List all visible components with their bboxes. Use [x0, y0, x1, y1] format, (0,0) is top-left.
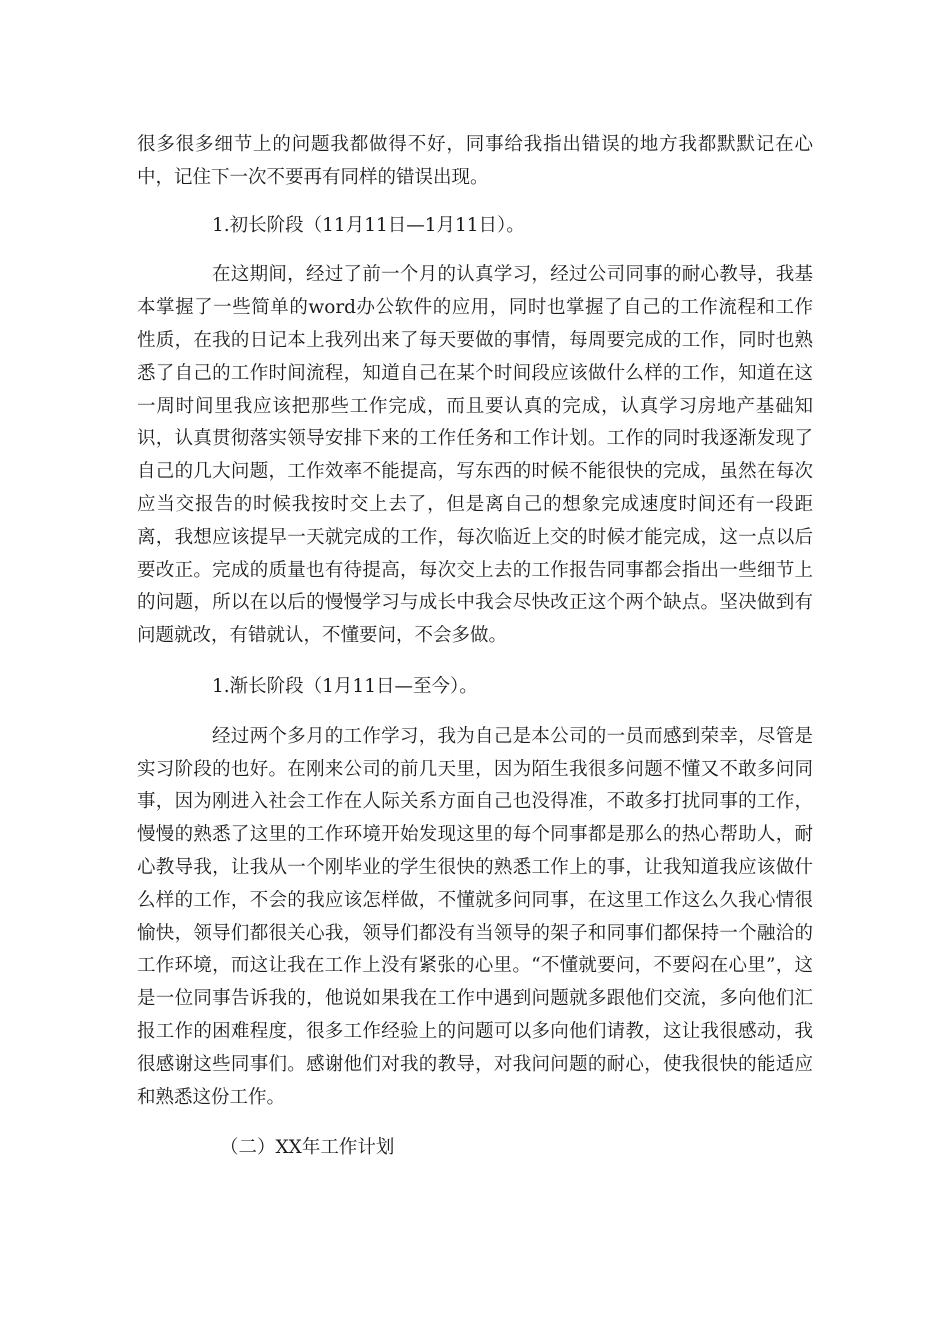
section-heading-work-plan: （二）XX年工作计划 — [220, 1137, 395, 1159]
paragraph-growth-stage: 经过两个多月的工作学习，我为自己是本公司的一员而感到荣幸，尽管是实习阶段的也好。在刚来公司的前几天里，因为陌生我很多问题不懂又不敢多问同事，因为刚进入社会工作在人际关系方面自己也没得准，不敢多打扰同事的工作，慢慢的熟悉了这里的工作环境开始发现这里的每个同事都是那么的热心帮助人，耐心教导我，让我从一个刚毕业的学生很快的熟悉工作上的事，让我知道我应该做什么样的工作，不会的我应该怎样做，不懂就多问同事，在这里工作这么久我心情很愉快，领导们都很关心我，领导们都没有当领导的架子和同事们都保持一个融洽的工作环境，而这让我在工作上没有紧张的心里。“不懂就要问，不要闷在心里”，这是一位同事告诉我的，他说如果我在工作中遇到问题就多跟他们交流，多向他们汇报工作的困难程度，很多工作经验上的问题可以多向他们请教，这让我很感动，我很感谢这些同事们。感谢他们对我的教导，对我问问题的耐心，使我很快的能适应和熟悉这份工作。 — [137, 725, 813, 1108]
section-heading-initial-stage: 1.初长阶段（11月11日—1月11日）。 — [212, 214, 525, 236]
paragraph-initial-stage: 在这期间，经过了前一个月的认真学习，经过公司同事的耐心教导，我基本掌握了一些简单的word办公软件的应用，同时也掌握了自己的工作流程和工作性质，在我的日记本上我列出来了每天要做的事情，每周要完成的工作，同时也熟悉了自己的工作时间流程，知道自己在某个时间段应该做什么样的工作，知道在这一周时间里我应该把那些工作完成，而且要认真的完成，认真学习房地产基础知识，认真贯彻落实领导安排下来的工作任务和工作计划。工作的同时我逐渐发现了自己的几大问题，工作效率不能提高，写东西的时候不能很快的完成，虽然在每次应当交报告的时候我按时交上去了，但是离自己的想象完成速度时间还有一段距离，我想应该提早一天就完成的工作，每次临近上交的时候才能完成，这一点以后要改正。完成的质量也有待提高，每次交上去的工作报告同事都会指出一些细节上的问题，所以在以后的慢慢学习与成长中我会尽快改正这个两个缺点。坚决做到有问题就改，有错就认，不懂要问，不会多做。 — [137, 264, 813, 647]
section-heading-growth-stage: 1.渐长阶段（1月11日—至今）。 — [212, 675, 478, 697]
paragraph-continuation: 很多很多细节上的问题我都做得不好，同事给我指出错误的地方我都默默记在心中，记住下一次不要再有同样的错误出现。 — [137, 134, 813, 188]
document-page — [137, 129, 813, 1165]
